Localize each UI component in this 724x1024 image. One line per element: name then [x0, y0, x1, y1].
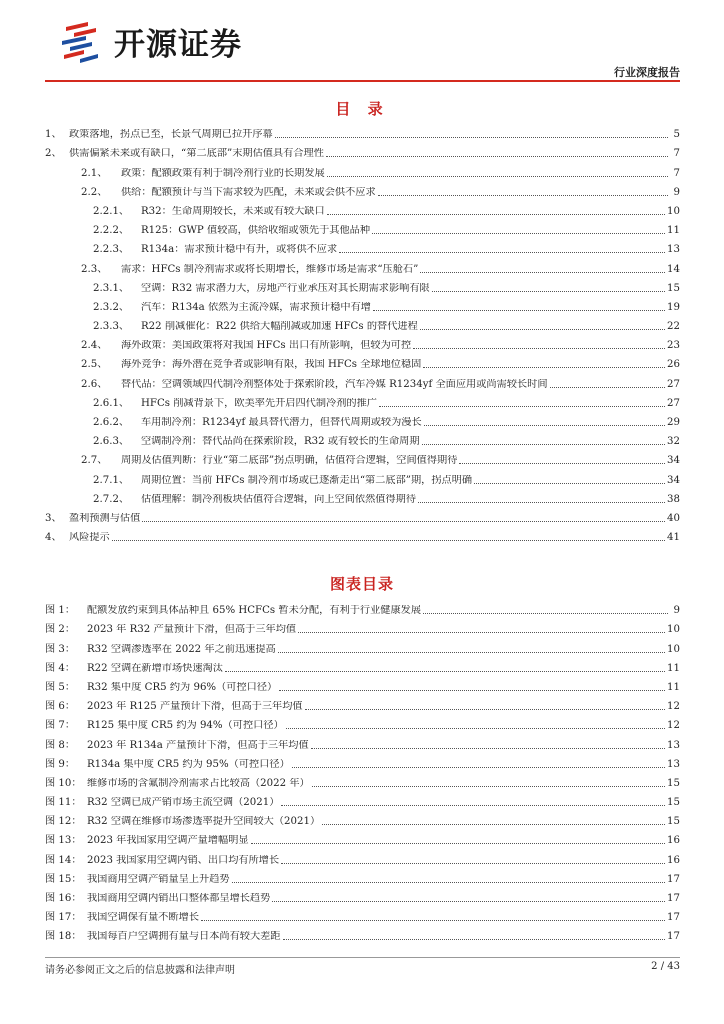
entry-page: 5 [673, 129, 680, 141]
entry-page: 15 [667, 797, 680, 809]
entry-page: 12 [667, 720, 680, 732]
figure-entry[interactable] [45, 617, 680, 636]
entry-number: 图 7： [45, 720, 76, 732]
dot-leader [423, 612, 668, 614]
entry-title: R22 空调在新增市场快速淘汰 [87, 662, 223, 674]
entry-title: 盈利预测与估值 [69, 512, 141, 524]
dot-leader [292, 766, 665, 768]
dot-leader [112, 539, 665, 541]
entry-number: 图 5： [45, 681, 76, 693]
toc-entry[interactable] [45, 237, 680, 256]
figure-entry[interactable] [45, 675, 680, 694]
entry-number: 2.3.2、 [93, 301, 130, 313]
entry-title: R32 集中度 CR5 约为 96%（可控口径） [87, 681, 278, 693]
entry-number: 图 1： [45, 605, 76, 617]
dot-leader [339, 251, 665, 253]
entry-title: R32 空调在维修市场渗透率提升空间较大（2021） [87, 816, 321, 828]
entry-page: 22 [667, 321, 680, 333]
figure-entry[interactable] [45, 867, 680, 886]
toc-entry[interactable] [45, 160, 680, 179]
entry-page: 11 [667, 225, 680, 237]
dot-leader [298, 631, 665, 633]
dot-leader [232, 881, 665, 883]
entry-number: 图 10： [45, 777, 82, 789]
entry-page: 10 [667, 205, 680, 217]
entry-number: 图 15： [45, 873, 82, 885]
entry-number: 图 16： [45, 893, 82, 904]
dot-leader [279, 689, 665, 691]
toc-entry[interactable] [45, 391, 680, 410]
entry-page: 34 [667, 455, 680, 467]
entry-page: 15 [667, 777, 680, 789]
entry-page: 11 [667, 681, 680, 693]
entry-number: 图 3： [45, 643, 76, 655]
toc-entry[interactable] [45, 448, 680, 467]
dot-leader [420, 328, 665, 330]
toc-entry[interactable] [45, 276, 680, 295]
entry-title: 海外政策：美国政策将对我国 HFCs 出口有所影响，但较为可控 [121, 340, 412, 352]
entry-title: 估值理解：制冷剂板块估值符合逻辑，向上空间依然值得期待 [141, 493, 417, 505]
figure-entry[interactable] [45, 694, 680, 713]
entry-title: 替代品：空调领域四代制冷剂整体处于探索阶段，汽车冷媒 R1234yf 全面应用或尚需较长时间 [121, 378, 548, 390]
figure-entry[interactable] [45, 752, 680, 771]
toc-entry[interactable] [45, 314, 680, 333]
toc-title: 目 录 [335, 100, 389, 118]
entry-title: 供需偏紧未来或有缺口，“第二底部”末期估值具有合理性 [69, 148, 324, 160]
dot-leader [281, 862, 665, 864]
toc-entry[interactable] [45, 141, 680, 160]
entry-title: HFCs 削减背景下，欧美率先开启四代制冷剂的推广 [141, 397, 377, 409]
entry-title: R32：生命周期较长，未来或有较大缺口 [141, 205, 325, 217]
dot-leader [378, 194, 668, 196]
entry-number: 2.1、 [81, 167, 108, 179]
header-divider [45, 80, 680, 82]
entry-page: 13 [667, 758, 680, 770]
figure-entry[interactable] [45, 809, 680, 828]
toc-entry[interactable] [45, 218, 680, 237]
document-type-label: 行业深度报告 [614, 66, 680, 79]
dot-leader [312, 785, 665, 787]
entry-number: 图 2： [45, 624, 76, 636]
entry-title: 政策：配额政策有利于制冷剂行业的长期发展 [121, 167, 325, 179]
entry-page: 27 [667, 378, 680, 390]
entry-page: 15 [667, 816, 680, 828]
dot-leader [278, 651, 665, 653]
entry-number: 3、 [45, 512, 62, 524]
entry-number: 2.4、 [81, 340, 108, 352]
entry-title: 需求：HFCs 制冷剂需求或将长期增长，维修市场是需求“压舱石” [121, 263, 419, 275]
entry-page: 7 [673, 148, 680, 160]
entry-number: 2.3.3、 [93, 321, 130, 333]
entry-title: R134a 集中度 CR5 约为 95%（可控口径） [87, 758, 290, 770]
entry-number: 2.2、 [81, 186, 108, 198]
entry-page: 7 [673, 167, 680, 179]
entry-page: 9 [673, 605, 680, 617]
toc-entry[interactable] [45, 122, 680, 141]
entry-title: 供给：配额预计与当下需求较为匹配，未来或会供不应求 [121, 186, 376, 198]
dot-leader [423, 366, 665, 368]
entry-title: 配额发放约束到具体品种且 65% HCFCs 暂未分配，有利于行业健康发展 [87, 605, 422, 617]
entry-title: 政策落地，拐点已至，长景气周期已拉开序幕 [69, 129, 273, 141]
dot-leader [432, 290, 665, 292]
entry-number: 1、 [45, 129, 62, 141]
entry-number: 图 11： [45, 797, 82, 809]
entry-title: 我国每百户空调拥有量与日本尚有较大差距 [87, 931, 281, 943]
entry-title: R32 空调渗透率在 2022 年之前迅速提高 [87, 643, 276, 655]
entry-title: 2023 年 R32 产量预计下滑，但高于三年均值 [87, 624, 297, 636]
dot-leader [142, 520, 665, 522]
figure-entry[interactable] [45, 656, 680, 675]
entry-page: 17 [667, 912, 680, 924]
entry-page: 40 [667, 512, 680, 524]
entry-title: 我国空调保有量不断增长 [87, 912, 200, 924]
entry-page: 27 [667, 397, 680, 409]
entry-page: 38 [667, 493, 680, 505]
toc-entry[interactable] [45, 467, 680, 486]
entry-title: R125：GWP 值较高，供给收缩或领先于其他品种 [141, 225, 371, 237]
entry-page: 26 [667, 359, 680, 371]
dot-leader [275, 136, 668, 138]
toc-list [45, 122, 680, 544]
entry-page: 16 [667, 854, 680, 866]
dot-leader [474, 482, 665, 484]
entry-title: 2023 年 R134a 产量预计下滑，但高于三年均值 [87, 739, 309, 751]
entry-title: 周期及估值判断：行业“第二底部”拐点明确，估值符合逻辑，空间值得期待 [121, 455, 458, 467]
toc-entry[interactable] [45, 256, 680, 275]
entry-number: 图 9： [45, 758, 76, 770]
entry-number: 2.5、 [81, 359, 108, 371]
entry-page: 17 [667, 931, 680, 943]
entry-title: 2023 年我国家用空调产量增幅明显 [87, 835, 249, 847]
entry-number: 2.3.1、 [93, 282, 130, 294]
kaiyuan-logo-icon [60, 18, 108, 64]
figure-entry[interactable] [45, 636, 680, 655]
dot-leader [379, 405, 665, 407]
entry-page: 23 [667, 340, 680, 352]
entry-title: 周期位置：当前 HFCs 制冷剂市场或已逐渐走出“第二底部”期，拐点明确 [141, 474, 473, 486]
figure-entry[interactable] [45, 713, 680, 732]
logo-stripe [66, 22, 88, 31]
toc-entry[interactable] [45, 429, 680, 448]
entry-number: 2.6、 [81, 378, 108, 390]
entry-title: R22 削减催化：R22 供给大幅削减或加速 HFCs 的替代进程 [141, 321, 418, 333]
logo-stripe [80, 54, 98, 63]
entry-number: 2.6.3、 [93, 436, 130, 448]
entry-page: 34 [667, 474, 680, 486]
entry-page: 17 [667, 893, 680, 904]
entry-number: 2.2.1、 [93, 205, 130, 217]
entry-number: 2.6.2、 [93, 417, 130, 428]
page-header [0, 0, 724, 82]
toc-entry[interactable] [45, 371, 680, 390]
entry-page: 16 [667, 835, 680, 847]
entry-number: 2.6.1、 [93, 397, 130, 409]
dot-leader [550, 386, 665, 388]
entry-number: 图 17： [45, 912, 82, 924]
entry-number: 图 6： [45, 701, 76, 713]
entry-title: R32 空调已成产销市场主流空调（2021） [87, 797, 280, 809]
figure-entry[interactable] [45, 905, 680, 924]
toc-entry[interactable] [45, 199, 680, 218]
dot-leader [225, 670, 665, 672]
figure-entry[interactable] [45, 790, 680, 809]
entry-page: 41 [667, 532, 680, 544]
dot-leader [420, 271, 665, 273]
figure-entry[interactable] [45, 847, 680, 866]
figure-entry[interactable] [45, 828, 680, 847]
entry-number: 图 12： [45, 816, 82, 828]
toc-entry[interactable] [45, 333, 680, 352]
entry-page: 29 [667, 417, 680, 428]
entry-number: 2、 [45, 148, 62, 160]
logo-stripe [64, 50, 84, 59]
dot-leader [422, 443, 665, 445]
toc-entry[interactable] [45, 487, 680, 506]
entry-number: 4、 [45, 532, 62, 544]
entry-title: 我国商用空调内销出口整体都呈增长趋势 [87, 893, 271, 904]
entry-number: 2.7.2、 [93, 493, 130, 505]
entry-page: 14 [667, 263, 680, 275]
entry-title: 海外竞争：海外潜在竞争者或影响有限，我国 HFCs 全球地位稳固 [121, 359, 422, 371]
dot-leader [305, 708, 665, 710]
figure-entry[interactable] [45, 732, 680, 751]
dot-leader [322, 823, 665, 825]
entry-title: 空调：R32 需求潜力大，房地产行业承压对其长期需求影响有限 [141, 282, 430, 294]
entry-page: 10 [667, 624, 680, 636]
figure-entry[interactable] [45, 771, 680, 790]
dot-leader [251, 842, 665, 844]
dot-leader [327, 213, 665, 215]
toc-entry[interactable] [45, 506, 680, 525]
brand-logo [60, 18, 242, 64]
dot-leader [459, 462, 665, 464]
entry-title: 2023 年 R125 产量预计下滑，但高于三年均值 [87, 701, 303, 713]
logo-stripe [70, 42, 92, 51]
dot-leader [201, 919, 665, 921]
entry-title: R134a：需求预计稳中有升，或将供不应求 [141, 244, 338, 256]
dot-leader [283, 938, 665, 940]
dot-leader [418, 501, 665, 503]
entry-title: 2023 我国家用空调内销、出口均有所增长 [87, 854, 280, 866]
entry-page: 13 [667, 244, 680, 256]
entry-title: 风险提示 [69, 532, 110, 544]
entry-number: 图 4： [45, 662, 76, 674]
entry-number: 2.7、 [81, 455, 108, 467]
entry-number: 图 14： [45, 854, 82, 866]
entry-number: 图 13： [45, 835, 82, 847]
entry-title: 空调制冷剂：替代品尚在探索阶段，R32 或有较长的生命周期 [141, 436, 420, 448]
entry-number: 图 18： [45, 931, 82, 943]
dot-leader [311, 747, 665, 749]
figure-list-title: 图表目录 [329, 575, 394, 593]
dot-leader [424, 424, 665, 426]
entry-number: 2.2.3、 [93, 244, 130, 256]
logo-stripe [62, 36, 86, 45]
logo-stripe [74, 28, 96, 37]
dot-leader [286, 727, 665, 729]
figure-list [45, 598, 680, 943]
entry-page: 10 [667, 643, 680, 655]
toc-entry[interactable] [45, 525, 680, 544]
entry-page: 15 [667, 282, 680, 294]
entry-page: 32 [667, 436, 680, 448]
toc-entry[interactable] [45, 180, 680, 199]
entry-title: 汽车：R134a 依然为主流冷媒，需求预计稳中有增 [141, 301, 371, 313]
footer-divider [45, 957, 680, 958]
entry-page: 13 [667, 739, 680, 751]
toc-entry[interactable] [45, 410, 680, 429]
brand-name: 开源证券 [114, 26, 242, 63]
entry-title: R125 集中度 CR5 约为 94%（可控口径） [87, 720, 284, 732]
footer-disclaimer: 请务必参阅正文之后的信息披露和法律声明 [45, 965, 235, 976]
entry-title: 维修市场的含氟制冷剂需求占比较高（2022 年） [87, 777, 310, 789]
dot-leader [281, 804, 665, 806]
dot-leader [413, 347, 665, 349]
dot-leader [373, 309, 665, 311]
entry-page: 11 [667, 662, 680, 674]
toc-entry[interactable] [45, 295, 680, 314]
dot-leader [327, 175, 668, 177]
entry-page: 17 [667, 873, 680, 885]
figure-entry[interactable] [45, 886, 680, 905]
entry-page: 19 [667, 301, 680, 313]
figure-entry[interactable] [45, 598, 680, 617]
dot-leader [272, 900, 665, 902]
figure-entry[interactable] [45, 924, 680, 943]
entry-page: 9 [673, 186, 680, 198]
toc-entry[interactable] [45, 352, 680, 371]
entry-number: 2.2.2、 [93, 225, 130, 237]
entry-number: 2.7.1、 [93, 474, 130, 486]
entry-page: 12 [667, 701, 680, 713]
entry-number: 2.3、 [81, 263, 108, 275]
entry-number: 图 8： [45, 739, 76, 751]
entry-title: 车用制冷剂：R1234yf 最具替代潜力，但替代周期或较为漫长 [141, 417, 422, 428]
page-number: 2 / 43 [651, 961, 680, 972]
dot-leader [372, 232, 665, 234]
entry-title: 我国商用空调产销量呈上升趋势 [87, 873, 230, 885]
dot-leader [326, 155, 668, 157]
